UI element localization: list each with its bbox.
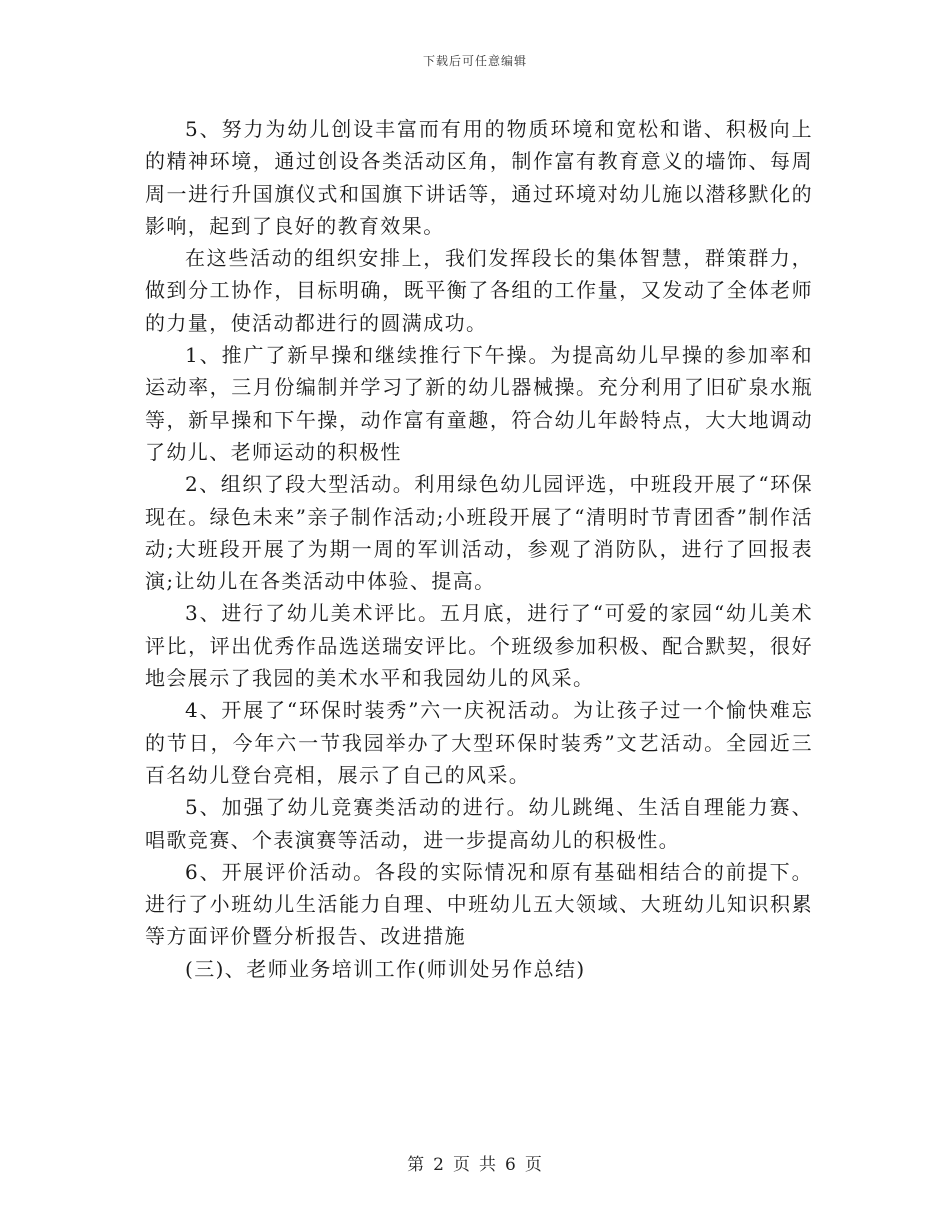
document-body [145,113,813,985]
paragraph-1: 5、努力为幼儿创设丰富而有用的物质环境和宽松和谐、积极向上的精神环境，通过创设各类活动区角，制作富有教育意义的墙饰、每周周一进行升国旗仪式和国旗下讲话等，通过环境对幼儿施以潜移默化的影响，起到了良好的教育效果。 [145,117,813,238]
footer-page-label: 页 [453,1155,471,1175]
paragraph-5: 3、进行了幼儿美术评比。五月底，进行了“可爱的家园“幼儿美术评比，评出优秀作品选送瑞安评比。个班级参加积极、配合默契，很好地会展示了我园的美术水平和我园幼儿的风采。 [145,601,813,691]
footer-suffix: 页 [524,1155,543,1175]
page-header-note: 下载后可任意编辑 [422,54,527,68]
paragraph-3: 1、推广了新早操和继续推行下午操。为提高幼儿早操的参加率和运动率，三月份编制并学习了新的幼儿器械操。充分利用了旧矿泉水瓶等，新早操和下午操，动作富有童趣，符合幼儿年龄特点，大大地调动了幼儿、老师运动的积极性 [145,343,813,464]
paragraph-8: 6、开展评价活动。各段的实际情况和原有基础相结合的前提下。进行了小班幼儿生活能力自理、中班幼儿五大领域、大班幼儿知识积累等方面评价暨分析报告、改进措施 [145,859,813,949]
paragraph-6: 4、开展了“环保时装秀”六一庆祝活动。为让孩子过一个愉快难忘的节日，今年六一节我园举办了大型环保时装秀”文艺活动。全园近三百名幼儿登台亮相，展示了自己的风采。 [145,698,813,787]
footer-page-number: 2 [433,1155,445,1175]
footer-total-pages: 6 [505,1155,517,1175]
paragraph-2: 在这些活动的组织安排上，我们发挥段长的集体智慧，群策群力，做到分工协作，目标明确，既平衡了各组的工作量，又发动了全体老师的力量，使活动都进行的圆满成功。 [145,246,813,335]
section-heading: (三)、老师业务培训工作(师训处另作总结) [185,956,586,981]
page-footer [0,1150,950,1175]
paragraph-7: 5、加强了幼儿竞赛类活动的进行。幼儿跳绳、生活自理能力赛、唱歌竞赛、个表演赛等活动，进一步提高幼儿的积极性。 [145,795,813,852]
footer-total-label: 共 [479,1155,497,1175]
footer-prefix: 第 [407,1155,426,1175]
paragraph-4: 2、组织了段大型活动。利用绿色幼儿园评选，中班段开展了“环保现在。绿色未来”亲子制作活动;小班段开展了“清明时节青团香”制作活动;大班段开展了为期一周的军训活动，参观了消防队，进行了回报表演;让幼儿在各类活动中体验、提高。 [145,472,813,594]
